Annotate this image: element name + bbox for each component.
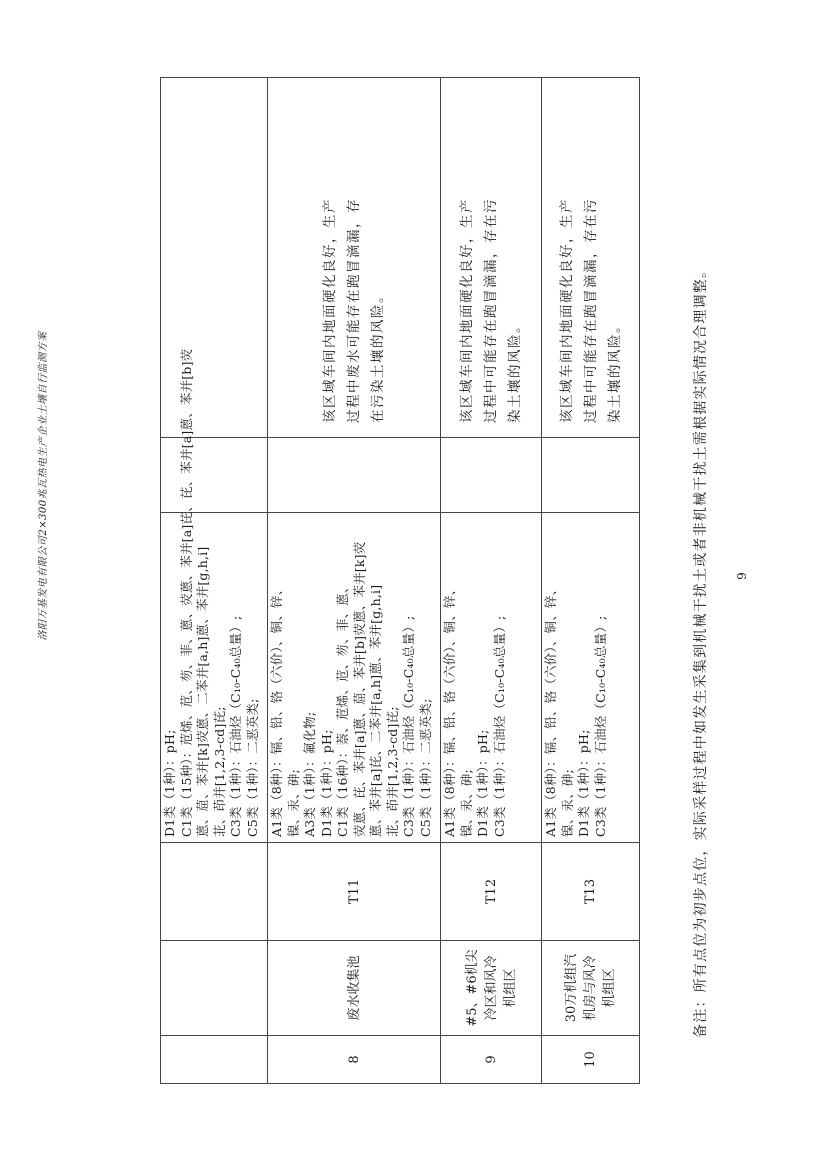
- table-footnote: 备注：所有点位为初步点位，实际采样过程中如发生采集到机械干扰土或者非机械干扰土需根据实际情况合理调整。: [693, 262, 709, 1038]
- table-row: [542, 78, 640, 1084]
- point-id: [161, 843, 268, 941]
- page-header: 洛阳万基发电有限公司2×300兆瓦热电生产企业土壤自行监测方案: [38, 331, 49, 641]
- area-name: 30万机组汽 机房与风冷 机组区: [542, 941, 640, 1036]
- risk-description: 该区域车间内地面硬化良好，生产 过程中可能存在跑冒滴漏，存在污 染土壤的风险。: [542, 78, 640, 438]
- point-id: T13: [542, 843, 640, 941]
- blank-cell: [268, 438, 441, 513]
- blank-cell: [441, 438, 542, 513]
- monitoring-points-table: [160, 77, 640, 1084]
- row-number: 10: [542, 1036, 640, 1084]
- row-number: [161, 1036, 268, 1084]
- table-row: [268, 78, 441, 1084]
- blank-cell: [161, 438, 268, 513]
- page-number: 9: [735, 572, 749, 580]
- monitoring-items: A1类（8种）：镉、铅、铬（六价）、铜、锌、 镍、汞、砷; D1类（1种）：pH; C3类（1种）：石油烃（C₁₀-C₄₀总量）;: [441, 513, 542, 843]
- point-id: T12: [441, 843, 542, 941]
- risk-description: 该区域车间内地面硬化良好，生产 过程中废水可能存在跑冒滴漏，存 在污染土壤的风险。: [268, 78, 441, 438]
- row-number: 8: [268, 1036, 441, 1084]
- monitoring-items: A1类（8种）：镉、铅、铬（六价）、铜、锌、 镍、汞、砷; A3类（1种）：氟化物; D1类（1种）：pH; C1类（16种）：萘、苊烯、苊、芴、菲、蒽、 荧蒽、芘、苯并[a]蒽、䓛、苯并[b]荧蒽、苯并[k]荧 蒽、苯并[a]芘、二苯并[a,h]蒽、苯并[g,h,i] 苝、茚并[1,2,3-cd]芘; C3类（1种）：石油烃（C₁₀-C₄₀总量）; C5类（1种）：二恶英类;: [268, 513, 441, 843]
- area-name: #5、#6机尖 冷区和风冷 机组区: [441, 941, 542, 1036]
- monitoring-items: A1类（8种）：镉、铅、铬（六价）、铜、锌、 镍、汞、砷; D1类（1种）：pH; C3类（1种）：石油烃（C₁₀-C₄₀总量）;: [542, 513, 640, 843]
- risk-description: [161, 78, 268, 438]
- area-name: 废水收集池: [268, 941, 441, 1036]
- table-row: [161, 78, 268, 1084]
- point-id: T11: [268, 843, 441, 941]
- risk-description: 该区域车间内地面硬化良好，生产 过程中可能存在跑冒滴漏，存在污 染土壤的风险。: [441, 78, 542, 438]
- table-row: [441, 78, 542, 1084]
- area-name: [161, 941, 268, 1036]
- monitoring-items: D1类（1种）：pH; C1类（15种）：苊烯、苊、芴、菲、蒽、荧蒽、苯并[a]芘、芘、苯并[a]蒽、苯并[b]荧 蒽、䓛、苯并[k]荧蒽、二苯并[a,h]蒽、苯并[g,h,i] 苝、茚并[1,2,3-cd]芘; C3类（1种）：石油烃（C₁₀-C₄₀总量）; C5类（1种）：二恶英类;: [161, 513, 268, 843]
- row-number: 9: [441, 1036, 542, 1084]
- blank-cell: [542, 438, 640, 513]
